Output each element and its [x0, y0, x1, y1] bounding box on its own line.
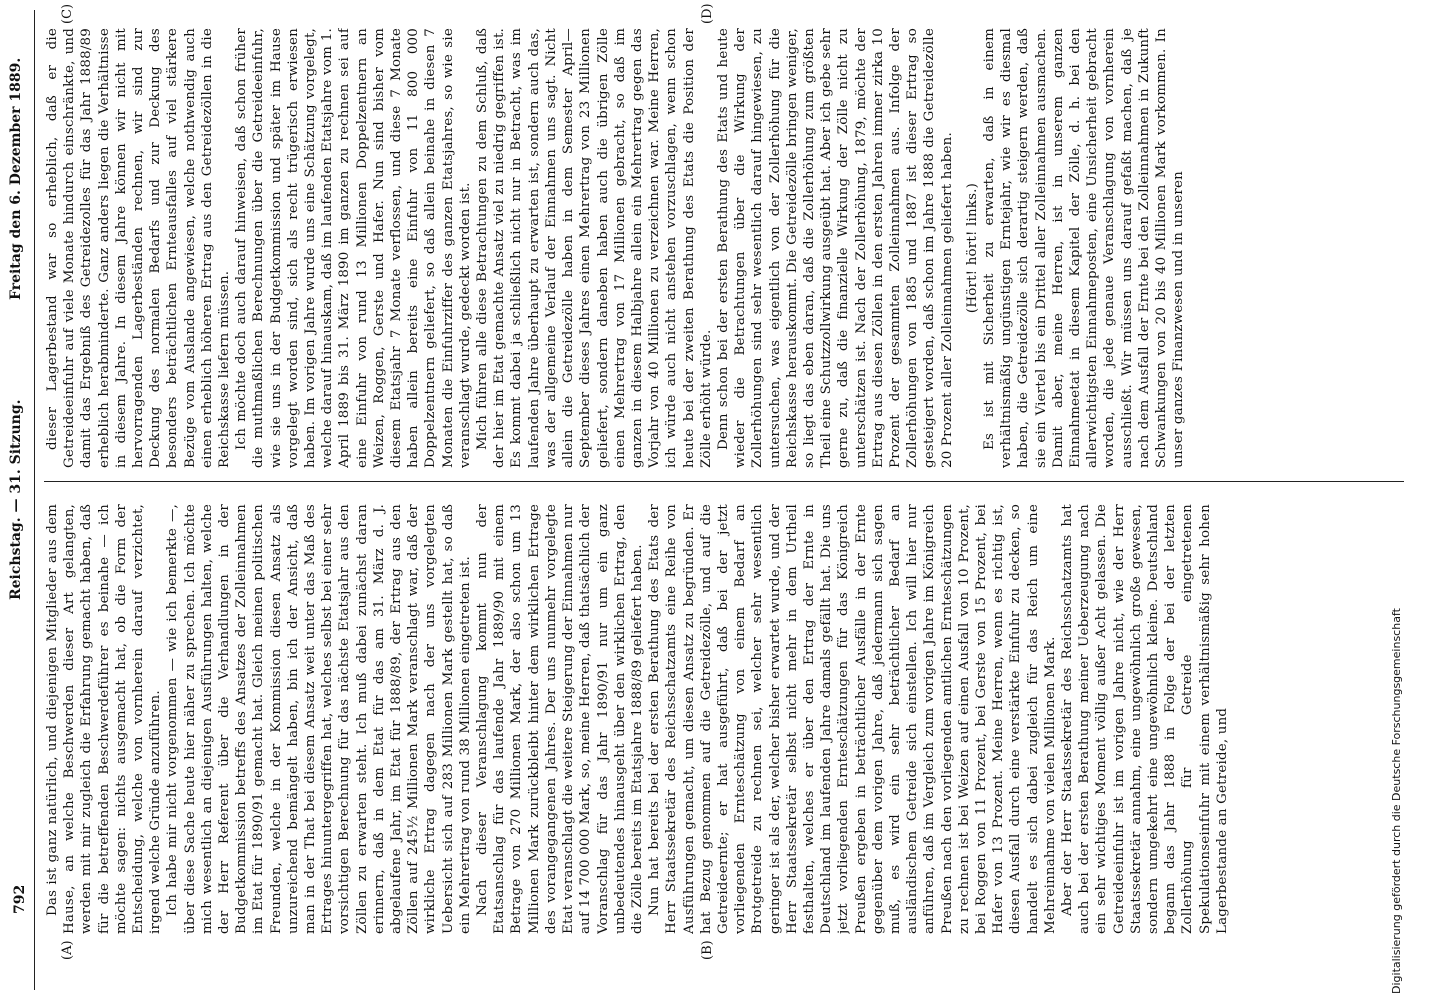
paragraph: Es ist mit Sicherheit zu erwarten, daß in einem verhältnismäßig ungünstigen Erntejahr, wie wir es diesmal haben, die Getreidezölle sich derartig steigern werden, daß sie ein Viertel bis ein Drittel aller Zolleinnahmen ausmachen. Damit aber, meine Herren, ist in unserem ganzen Einnahmeetat in diesem Kapitel der Zölle, d. h. bei den allerwichtigsten Einnahmeposten, eine Unsicherheit gebracht worden, die jede genaue Veranschlagung von vornherein ausschließt. Wir müssen uns darauf gefaßt machen, daß je nach dem Ausfall der Ernte bei den Zolleinnahmen in Zukunft Schwankungen von 20 bis 40 Millionen Mark vorkommen. In unser ganzes Finanzwesen und in unseren [981, 28, 1187, 468]
text-column-left [44, 504, 1404, 934]
paragraph: Aber der Herr Staatssekretär des Reichsschatzamts hat auch bei der ersten Berathung meiner Ueberzeugung nach ein sehr wichtiges Moment völlig außer Acht gelassen. Die Getreideeinfuhr ist im vorigen Jahre nicht, wie der Herr Staatssekretär annahm, eine ungewöhnlich große gewesen, sondern umgekehrt eine ungewöhnlich kleine. Deutschland begann das Jahr 1888 in Folge der bei der letzten Zollerhöhung für Getreide eingetretenen Spekulationseinfuhr mit einem verhältnismäßig sehr hohen Lagerbestande an Getreide, und [1059, 504, 1230, 934]
page-header-date: Freitag den 6. Dezember 1889. [8, 57, 24, 300]
margin-mark-d: (D) [700, 3, 715, 24]
paragraph: dieser Lagerbestand war so erheblich, daß er die Getreideeinfuhr auf viele Monate hindurch einschränkte, und damit das Ergebniß des Getreidezolles für das Jahr 1888/89 erheblich herabminderte. Ganz anders liegen die Verhältnisse in diesem Jahre. In diesem Jahre können wir nicht mit hervorragenden Lagerbeständen rechnen, wir sind zur Deckung des normalen Bedarfs und zur Deckung des besonders beträchtlichen Ernteausfalles auf viel stärkere Bezüge vom Auslande angewiesen, welche nothwendig auch einen erheblich höheren Ertrag aus den Getreidezöllen in die Reichskasse liefern müssen. [45, 28, 233, 468]
text-column-right [44, 28, 1404, 468]
interjection: (Hört! hört! links.) [964, 182, 980, 314]
page-header-title: Reichstag. — 31. Sitzung. [8, 399, 24, 600]
paragraph: Das ist ganz natürlich, und diejenigen Mitglieder aus dem Hause, an welche Beschwerden dieser Art gelangten, werden mit mir zugleich die Erfahrung gemacht haben, daß für die betreffenden Beschwerdeführer es beinahe — ich möchte sagen: nichts ausgemacht hat, ob die Form der Entscheidung, welche von vornherein darauf verzichtet, irgend welche Gründe anzuführen. [45, 504, 164, 934]
margin-mark-a: (A) [60, 940, 75, 960]
paragraph: Nun hat bereits bei der ersten Berathung des Etats der Herr Staatssekretär des Reichsschatzamts eine Reihe von Ausführungen gemacht, um diesen Ansatz zu begründen. Er hat Bezug genommen auf die Getreidezölle, und auf die Getreideernte; er hat ausgeführt, daß bei der jetzt vorliegenden Ernteschätzung von einem Bedarf an Brotgetreide zu rechnen sei, welcher sehr wesentlich geringer ist als der, welcher bisher erwartet wurde, und der Herr Staatssekretär selbst nicht mehr in dem Urtheil festhalten, welches er über den Ertrag der Ernte in Deutschland im laufenden Jahre damals gefällt hat. Die uns jetzt vorliegenden Ernteschätzungen für das Königreich Preußen ergeben in beträchtlicher Ausfälle in der Ernte gegenüber dem vorigen Jahre, daß jedermann sich sagen muß, es wird ein sehr beträchtlicher Bedarf an ausländischem Getreide sich einstellen. Ich will hier nur anführen, daß im Vergleich zum vorigen Jahre im Königreich Preußen nach den vorliegenden amtlichen Ernteschätzungen zu rechnen ist bei Weizen auf einen Ausfall von 10 Prozent, bei Roggen von 11 Prozent, bei Gerste von 15 Prozent, bei Hafer von 13 Prozent. Meine Herren, wenn es richtig ist, diesen Ausfall durch eine verstärkte Einfuhr zu decken, so handelt es sich dabei zugleich für das Reich um eine Mehreinnahme von vielen Millionen Mark. [647, 504, 1058, 934]
column-divider [44, 481, 1404, 482]
margin-mark-b: (B) [700, 940, 715, 960]
digitization-credit: Digitalisierung gefördert durch die Deutsche Forschungsgemeinschaft [1390, 608, 1403, 994]
page-number: 792 [12, 884, 28, 914]
header-rule [34, 10, 35, 990]
paragraph: Mich führen alle diese Betrachtungen zu dem Schluß, daß der hier im Etat gemachte Ansatz viel zu niedrig gegriffen ist. Es kommt dabei ja schließlich nicht nur in Betracht, was im laufenden Jahre überhaupt zu erwarten ist, sondern auch das, was der allgemeine Verlauf der Einnahmen uns sagt. Nicht allein die Getreidezölle haben in dem Semester April—September dieses Jahres einen Mehrertrag von 23 Millionen geliefert, sondern daneben haben auch die übrigen Zölle einen Mehrertrag von 17 Millionen gebracht, so daß im ganzen in diesem Halbjahre allein ein Mehrertrag gegen das Vorjahr von 40 Millionen zu verzeichnen war. Meine Herren, ich würde auch nicht anstehen vorzuschlagen, wenn schon heute bei der zweiten Berathung des Etats die Position der Zölle erhöht würde. [475, 28, 714, 468]
paragraph: Ich möchte doch auch darauf hinweisen, daß schon früher die muthmaßlichen Berechnungen über die Getreideeinfuhr, wie sie uns in der Budgetkommission und später im Hause vorgelegt worden sind, sich als recht trügerisch erwiesen haben. Im vorigen Jahre wurde uns eine Schätzung vorgelegt, welche darauf hinauskam, daß im laufenden Etatsjahre vom 1. April 1889 bis 31. März 1890 im ganzen zu rechnen sei auf eine Einfuhr von rund 13 Millionen Doppelzentnern an Weizen, Roggen, Gerste und Hafer. Nun sind bisher vom diesem Etatsjahr 7 Monate verflossen, und diese 7 Monate haben allein bereits eine Einfuhr von 11 800 000 Doppelzentnern geliefert, so daß allein beinahe in diesen 7 Monaten die Einfuhrziffer des ganzen Etatsjahres, so wie sie veranschlagt wurde, gedeckt worden ist. [234, 28, 473, 468]
paragraph: Nach dieser Veranschlagung kommt nun der Etatsanschlag für das laufende Jahr 1889/90 mit einem Betrage von 270 Millionen Mark, der also schon um 13 Millionen Mark zurückbleibt hinter dem wirklichen Ertrage des vorangegangenen Jahres. Der uns nunmehr vorgelegte Etat veranschlagt die weitere Steigerung der Einnahmen nur auf 14 700 000 Mark, so, meine Herren, daß thatsächlich der Voranschlag für das Jahr 1890/91 nur um ein ganz unbedeutendes hinausgeht über den wirklichen Ertrag, den die Zölle bereits im Etatsjahre 1888/89 geliefert haben. [475, 504, 645, 934]
paragraph: Denn schon bei der ersten Berathung des Etats und heute wieder die Betrachtungen über die Wirkung der Zollerhöhungen sind sehr wesentlich darauf hingewiesen, zu untersuchen, was eigentlich von der Zollerhöhung für die Reichskasse herauskommt. Die Getreidezölle bringen weniger, so liegt das eben daran, daß die Zollerhöhung zum größten Theil eine Schutzzollwirkung ausgeübt hat. Aber ich gebe sehr gerne zu, daß die finanzielle Wirkung der Zölle nicht zu unterschätzen ist. Nach der Zollerhöhung, 1879, möchte der Ertrag aus diesen Zöllen in den ersten Jahren immer zirka 10 Prozent der gesammten Zolleinnahmen aus. Infolge der Zollerhöhungen von 1885 und 1887 ist dieser Ertrag so gesteigert worden, daß schon im Jahre 1888 die Getreidezölle 20 Prozent aller Zolleinnahmen geliefert haben. [715, 28, 955, 468]
paragraph: Ich habe mir nicht vorgenommen — wie ich bemerkte —, über diese Sache heute hier näher zu sprechen. Ich möchte mich wesentlich an diejenigen Ausführungen halten, welche der Herr Referent über die Verhandlungen in der Budgetkommission betreffs des Ansatzes der Zolleinnahmen im Etat für 1890/91 gemacht hat. Gleich meinen politischen Freunden, welche in der Kommission diesen Ansatz als unzureichend bemängelt haben, bin ich der Ansicht, daß man in der That bei diesem Ansatz weit unter das Maß des Ertrages hinuntergegriffen hat, welches selbst bei einer sehr vorsichtigen Berechnung für das nächste Etatsjahr aus den Zöllen zu erwarten steht. Ich muß dabei zunächst daran erinnern, daß in dem Etat für das am 31. März d. J. abgelaufene Jahr, im Etat für 1888/89, der Ertrag aus den Zöllen auf 245½ Millionen Mark veranschlagt war, daß der wirkliche Ertrag dagegen nach der uns vorgelegten Uebersicht sich auf 283 Millionen Mark gestellt hat, so daß ein Mehrertrag von rund 38 Millionen eingetreten ist. [165, 504, 473, 934]
margin-mark-c: (C) [60, 3, 75, 24]
